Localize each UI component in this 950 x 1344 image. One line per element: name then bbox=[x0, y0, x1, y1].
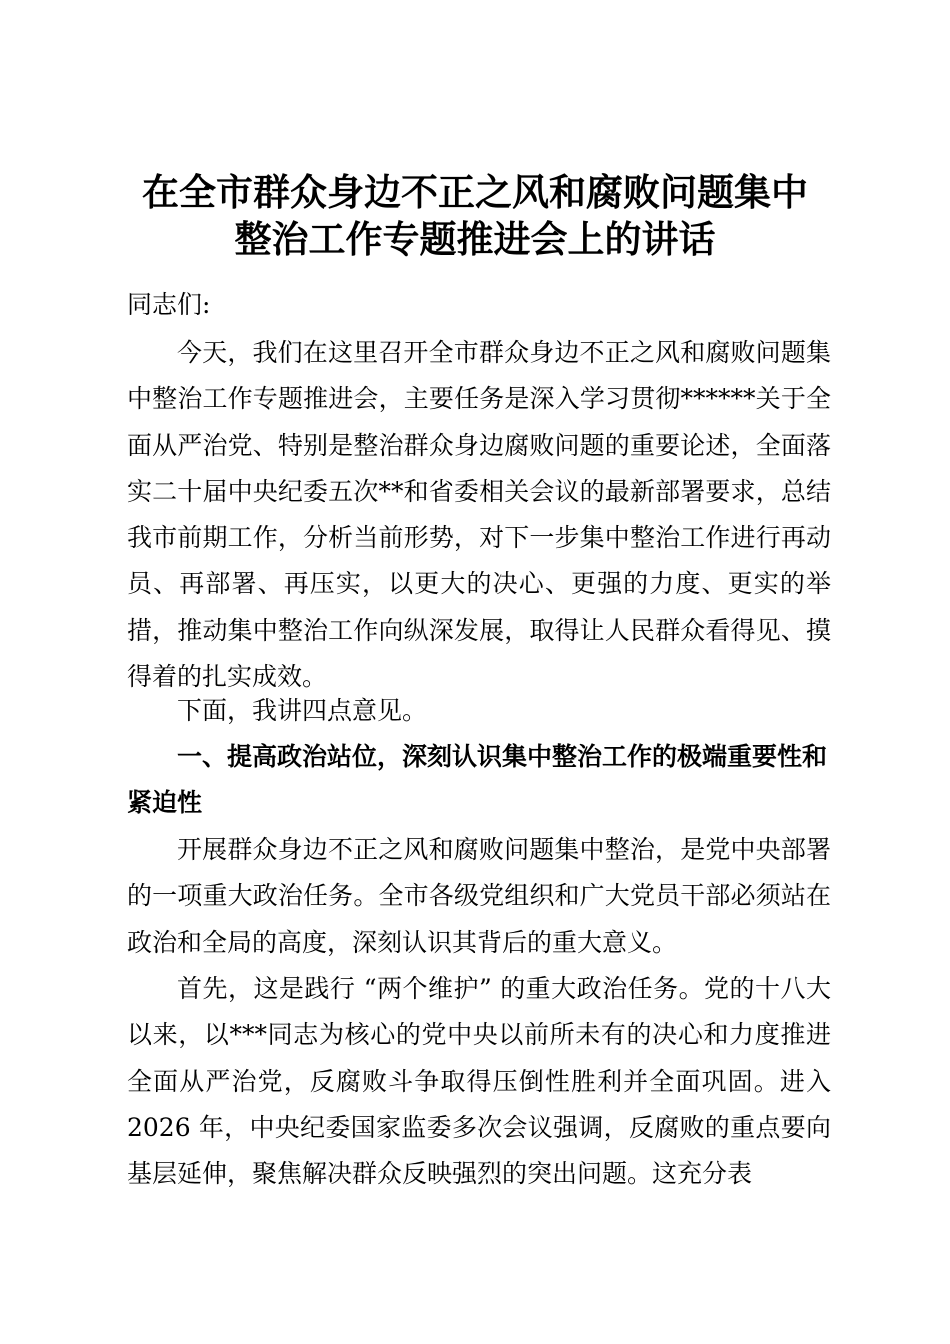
document-title-line-2: 整治工作专题推进会上的讲话 bbox=[234, 218, 716, 261]
document-title-line-1: 在全市群众身边不正之风和腐败问题集中 bbox=[142, 171, 808, 214]
paragraph-intro: 今天，我们在这里召开全市群众身边不正之风和腐败问题集中整治工作专题推进会，主要任务是深入学习贯彻******关于全面从严治党、特别是整治群众身边腐败问题的重要论述，全面落实二十届中央纪委五次**和省委相关会议的最新部署要求，总结我市前期工作，分析当前形势，对下一步集中整治工作进行再动员、再部署、再压实，以更大的决心、更强的力度、更实的举措，推动集中整治工作向纵深发展，取得让人民群众看得见、摸得着的扎实成效。 bbox=[127, 338, 831, 692]
paragraph-outline: 下面，我讲四点意见。 bbox=[177, 696, 428, 725]
section-paragraph-1: 开展群众身边不正之风和腐败问题集中整治，是党中央部署的一项重大政治任务。全市各级党组织和广大党员干部必须站在政治和全局的高度，深刻认识其背后的重大意义。 bbox=[127, 835, 831, 957]
section-paragraph-2: 首先，这是践行 “两个维护” 的重大政治任务。党的十八大以来，以***同志为核心的党中央以前所未有的决心和力度推进全面从严治党，反腐败斗争取得压倒性胜利并全面巩固。进入 2026 年，中央纪委国家监委多次会议强调，反腐败的重点要向基层延伸，聚焦解决群众反映强烈的突出问题。这充分表 bbox=[127, 974, 831, 1189]
section-heading-1: 一、提高政治站位，深刻认识集中整治工作的极端重要性和紧迫性 bbox=[127, 742, 828, 818]
salutation: 同志们: bbox=[127, 290, 211, 319]
